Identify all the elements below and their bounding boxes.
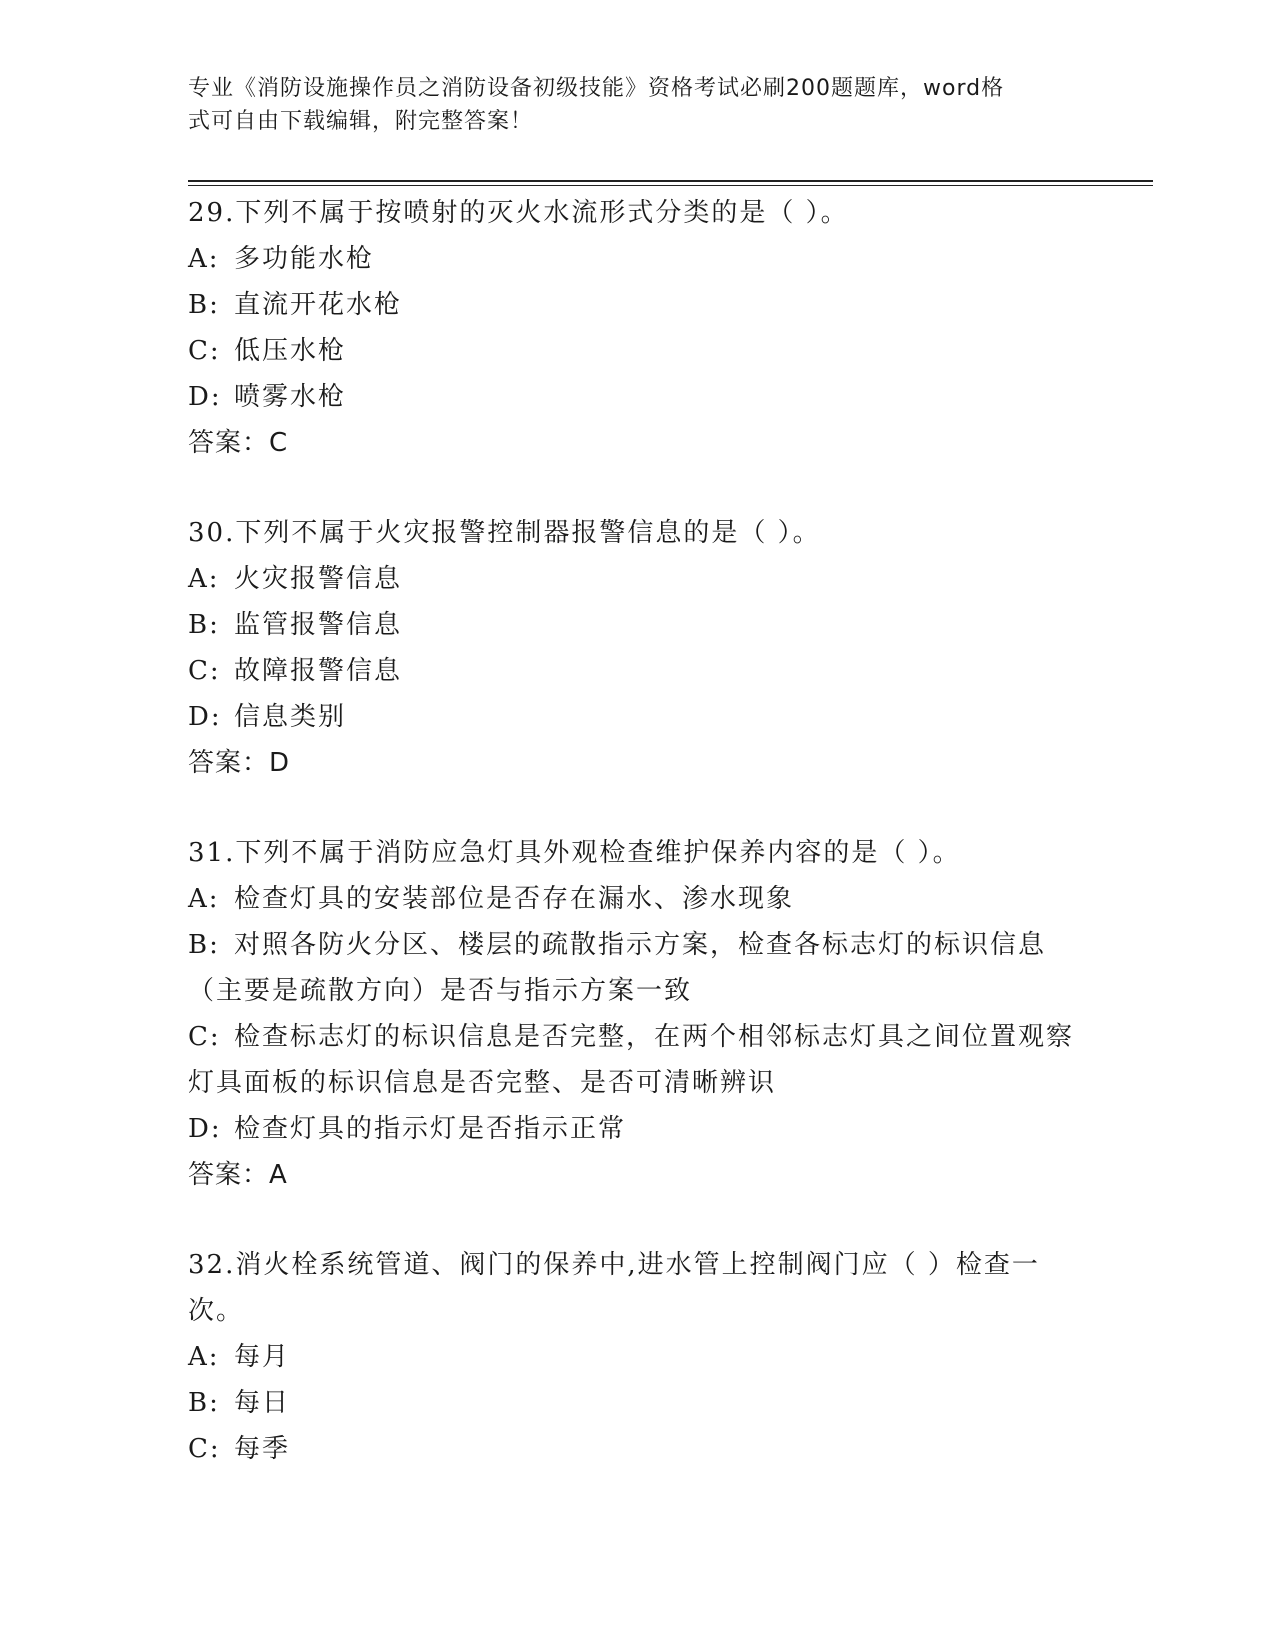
question-stem: 29.下列不属于按喷射的灭火水流形式分类的是（ ）。 — [188, 198, 849, 228]
option-text: 喷雾水枪 — [234, 382, 347, 412]
option-letter: A: — [188, 884, 220, 914]
question-31 — [188, 830, 1088, 1198]
option-text: 监管报警信息 — [234, 610, 403, 640]
option-text: 检查灯具的指示灯是否指示正常 — [234, 1114, 627, 1144]
option-text: 直流开花水枪 — [234, 290, 403, 320]
option-d — [188, 374, 1088, 420]
option-b — [188, 1380, 1088, 1426]
question-29 — [188, 190, 1088, 466]
option-a — [188, 556, 1088, 602]
question-stem: 32.消火栓系统管道、阀门的保养中,进水管上控制阀门应（ ）检查一次。 — [188, 1250, 1040, 1326]
option-a — [188, 1334, 1088, 1380]
option-b — [188, 602, 1088, 648]
option-letter: C: — [188, 1434, 221, 1464]
option-letter: A: — [188, 244, 220, 274]
option-letter: A: — [188, 564, 220, 594]
option-letter: B: — [188, 290, 220, 320]
option-letter: A: — [188, 1342, 220, 1372]
document-header — [188, 72, 1068, 138]
option-text: 每日 — [234, 1388, 291, 1418]
question-30 — [188, 510, 1088, 786]
question-list — [188, 190, 1088, 1472]
question-32 — [188, 1242, 1088, 1472]
option-letter: C: — [188, 656, 221, 686]
option-c — [188, 328, 1088, 374]
option-c — [188, 1426, 1088, 1472]
option-d — [188, 1106, 1088, 1152]
answer-line: 答案：A — [188, 1160, 288, 1190]
option-letter: B: — [188, 930, 220, 960]
option-c — [188, 648, 1088, 694]
option-letter: D: — [188, 1114, 222, 1144]
option-text: 检查标志灯的标识信息是否完整，在两个相邻标志灯具之间位置观察灯具面板的标识信息是否完整、是否可清晰辨识 — [188, 1022, 1075, 1098]
header-line-1: 专业《消防设施操作员之消防设备初级技能》资格考试必刷200题题库，word格 — [188, 76, 1005, 101]
option-text: 故障报警信息 — [234, 656, 403, 686]
question-stem: 30.下列不属于火灾报警控制器报警信息的是（ ）。 — [188, 518, 821, 548]
option-letter: D: — [188, 382, 222, 412]
option-text: 每月 — [234, 1342, 291, 1372]
header-line-2: 式可自由下载编辑，附完整答案！ — [188, 109, 534, 134]
header-divider-thick — [188, 180, 1153, 182]
option-text: 多功能水枪 — [234, 244, 375, 274]
option-text: 火灾报警信息 — [234, 564, 403, 594]
option-text: 每季 — [234, 1434, 291, 1464]
header-divider-thin — [188, 185, 1153, 186]
option-letter: B: — [188, 610, 220, 640]
option-a — [188, 236, 1088, 282]
answer-line: 答案：C — [188, 428, 289, 458]
option-letter: B: — [188, 1388, 220, 1418]
option-letter: C: — [188, 336, 221, 366]
option-c — [188, 1014, 1088, 1106]
option-letter: D: — [188, 702, 222, 732]
option-d — [188, 694, 1088, 740]
answer-line: 答案：D — [188, 748, 291, 778]
option-text: 信息类别 — [234, 702, 347, 732]
option-letter: C: — [188, 1022, 221, 1052]
option-text: 低压水枪 — [234, 336, 347, 366]
option-a — [188, 876, 1088, 922]
option-text: 对照各防火分区、楼层的疏散指示方案，检查各标志灯的标识信息（主要是疏散方向）是否与指示方案一致 — [188, 930, 1047, 1006]
option-b — [188, 282, 1088, 328]
option-b — [188, 922, 1088, 1014]
question-stem: 31.下列不属于消防应急灯具外观检查维护保养内容的是（ ）。 — [188, 838, 961, 868]
option-text: 检查灯具的安装部位是否存在漏水、渗水现象 — [234, 884, 795, 914]
